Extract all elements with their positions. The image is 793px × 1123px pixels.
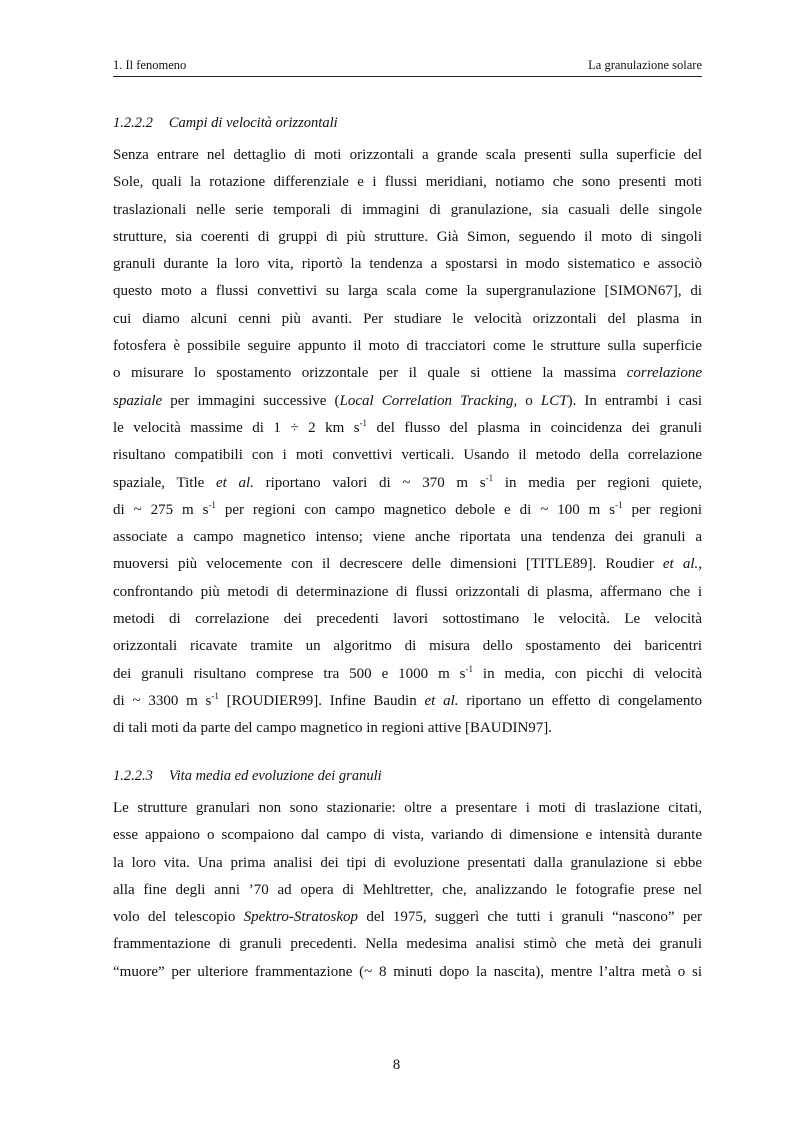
text-line: spaziale, Title et al. riportano valori di ~ 370 m $s^{-1}$ in media per regioni quiete, bbox=[113, 472, 702, 491]
running-header bbox=[113, 56, 702, 77]
text-line: orizzontali ricavate tramite un algoritmo di misura dello spostamento dei baricentri bbox=[113, 638, 702, 655]
text-line: fotosfera è possibile seguire appunto il moto di tracciatori come le strutture sulla superficie bbox=[113, 338, 702, 355]
paragraph-granule-lifetime bbox=[113, 795, 702, 986]
text-line: esse appaiono o scompaiono dal campo di vista, variando di dimensione e intensità durante bbox=[113, 827, 702, 844]
text-line: spaziale per immagini successive (Local Correlation Tracking, o LCT). In entrambi i casi bbox=[113, 392, 702, 409]
text-line: dei granuli risultano comprese tra 500 e 1000 m $s^{-1}$ in media, con picchi di velocità bbox=[113, 663, 702, 682]
text-line: Senza entrare nel dettaglio di moti orizzontali a grande scala presenti sulla superficie del bbox=[113, 147, 702, 163]
text-line: alla fine degli anni ’70 ad opera di Mehltretter, che, analizzando le fotografie prese nel bbox=[113, 881, 702, 898]
text-line: le velocità massime di 1 ÷ 2 km $s^{-1}$ del flusso del plasma in coincidenza dei granuli bbox=[113, 417, 702, 436]
text-line: associate a campo magnetico intenso; viene anche riportata una tendenza dei granuli a bbox=[113, 529, 702, 546]
section-number: 1.2.2.2 bbox=[113, 115, 153, 131]
header-section: La granulazione solare bbox=[588, 58, 702, 72]
text-line: “muore” per ulteriore frammentazione (~ 8 minuti dopo la nascita), mentre l’altra metà o si bbox=[113, 963, 702, 980]
text-line: muoversi più velocemente con il decrescere delle dimensioni [TITLE89]. Roudier et al., bbox=[113, 556, 702, 573]
text-line: volo del telescopio Spektro-Stratoskop del 1975, suggerì che tutti i granuli “nascono” per bbox=[113, 909, 702, 926]
text-line: strutture, sia coerenti di gruppi di più strutture. Già Simon, seguendo il moto di singoli bbox=[113, 228, 702, 245]
text-line: traslazionali nelle serie temporali di immagini di granulazione, sia casuali delle singole bbox=[113, 201, 702, 218]
paragraph-horizontal-velocity bbox=[113, 142, 702, 743]
section-number: 1.2.2.3 bbox=[113, 768, 153, 784]
text-line: di ~ 3300 m $s^{-1}$ [ROUDIER99]. Infine Baudin et al. riportano un effetto di congelamento bbox=[113, 690, 702, 709]
italic-term: correlazione bbox=[626, 365, 702, 382]
header-chapter: 1. Il fenomeno bbox=[113, 58, 187, 72]
section-heading-granule-lifetime bbox=[113, 768, 382, 785]
text-line: la loro vita. Una prima analisi dei tipi di evoluzione presentati dalla granulazione si ebbe bbox=[113, 854, 702, 871]
text-line: di ~ 275 m $s^{-1}$ per regioni con campo magnetico debole e di ~ 100 m $s^{-1}$ per regioni bbox=[113, 499, 702, 518]
text-line: risultano compatibili con i moti convettivi verticali. Usando il metodo della correlazione bbox=[113, 447, 702, 464]
text-line: cui diamo alcuni cenni più avanti. Per studiare le velocità orizzontali del plasma in bbox=[113, 310, 702, 327]
section-title: Vita media ed evoluzione dei granuli bbox=[168, 768, 382, 784]
text-line: Le strutture granulari non sono stazionarie: oltre a presentare i moti di traslazione citati, bbox=[113, 800, 702, 816]
text-line: di tali moti da parte del campo magnetico in regioni attive [BAUDIN97]. bbox=[113, 720, 553, 737]
text-line: metodi di correlazione dei precedenti lavori sottostimano le velocità. Le velocità bbox=[113, 611, 702, 628]
text-line: granuli durante la loro vita, riportò la tendenza a spostarsi in modo sistematico e associò bbox=[113, 256, 702, 273]
text-line: Sole, quali la rotazione differenziale e i flussi meridiani, notiamo che sono presenti moti bbox=[113, 174, 702, 191]
text-line: questo moto a flussi convettivi su larga scala come la supergranulazione [SIMON67], di bbox=[113, 283, 702, 300]
text-line: frammentazione di granuli precedenti. Nella medesima analisi stimò che metà dei granuli bbox=[113, 936, 702, 953]
page-number: 8 bbox=[392, 1057, 401, 1073]
text-line: o misurare lo spostamento orizzontale per il quale si ottiene la massima correlazione bbox=[113, 365, 702, 382]
section-title: Campi di velocità orizzontali bbox=[168, 115, 338, 131]
section-heading-horizontal-velocity bbox=[113, 115, 338, 132]
text-line: confrontando più metodi di determinazione di flussi orizzontali di plasma, affermano che i bbox=[113, 583, 702, 600]
